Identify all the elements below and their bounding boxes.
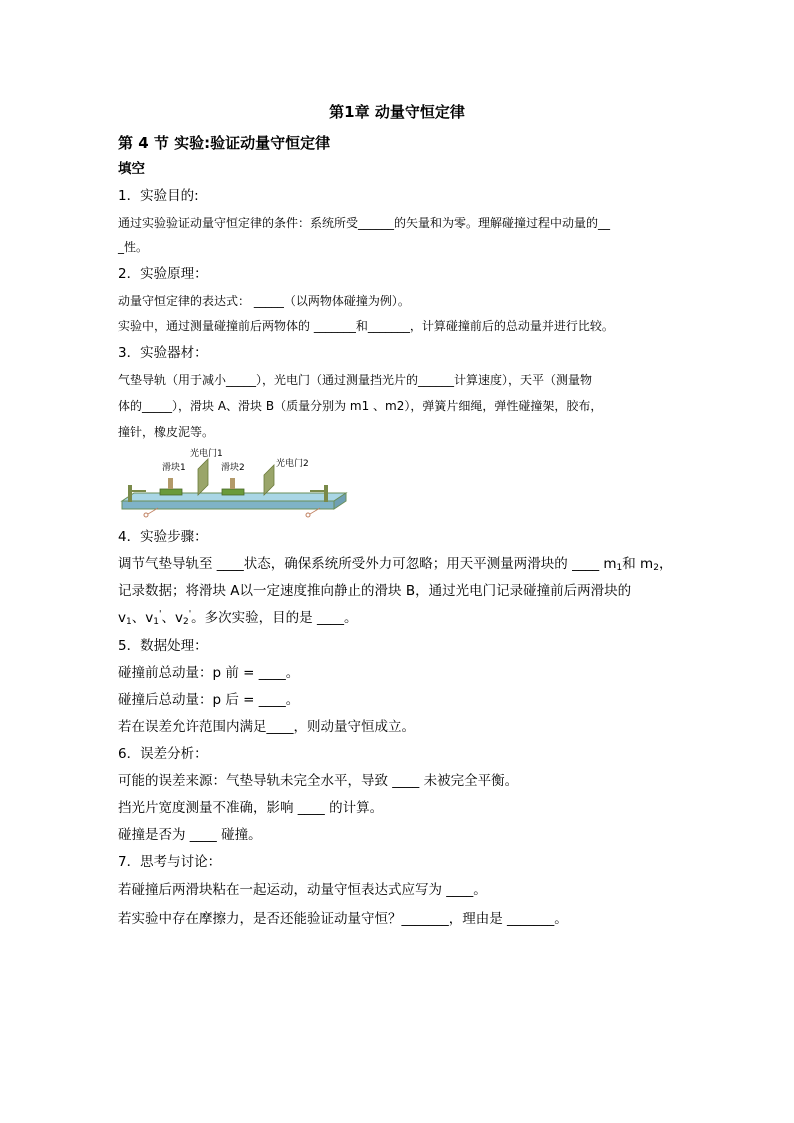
q3-text: 体的_____），滑块 A、滑块 B（质量分别为 m1 、m2），弹簧片细绳，弹性碰撞架，胶布， (118, 399, 603, 413)
q7-text: 若碰撞后两滑块粘在一起运动，动量守恒表达式应写为 ____。 (118, 882, 487, 898)
slider-1 (160, 489, 182, 495)
air-track-figure (118, 445, 350, 520)
q3-text: 撞针，橡皮泥等。 (118, 425, 215, 439)
q5-text: 碰撞后总动量：p 后 = ____。 (118, 692, 300, 708)
air-port-left (144, 513, 148, 517)
q2-heading: 2．实验原理： (118, 266, 208, 282)
q4-text: $v_1$、$v_1'$、$v_2'$。多次实验，目的是 ____。 (118, 609, 358, 627)
q4-heading: 4．实验步骤： (118, 529, 208, 545)
chapter-title: 第1章 动量守恒定律 (329, 103, 465, 121)
air-port-right (306, 513, 310, 517)
q6-text: 挡光片宽度测量不准确，影响 ____ 的计算。 (118, 800, 384, 816)
label-slider-1: 滑块1 (162, 463, 186, 473)
photogate-2 (264, 465, 274, 495)
track-end-post-left (128, 485, 132, 502)
slider-2-flag (230, 478, 235, 489)
q5-heading: 5．数据处理： (118, 638, 208, 654)
track-front-face (122, 501, 334, 509)
q2-text: 动量守恒定律的表达式： _____（以两物体碰撞为例）。 (118, 294, 410, 308)
q3-heading: 3．实验器材： (118, 345, 208, 361)
label-photogate-1: 光电门1 (190, 449, 223, 459)
q6-text: 可能的误差来源：气垫导轨未完全水平，导致 ____ 未被完全平衡。 (118, 773, 519, 789)
section-title: 第 4 节 实验:验证动量守恒定律 (118, 134, 331, 152)
q2-text: 实验中，通过测量碰撞前后两物体的 _______和_______，计算碰撞前后的总动量并进行比较。 (118, 319, 614, 333)
label-slider-2: 滑块2 (221, 463, 245, 473)
slider-2 (222, 489, 244, 495)
q5-text: 碰撞前总动量：p 前 = ____。 (118, 665, 300, 681)
q5-text: 若在误差允许范围内满足____，则动量守恒成立。 (118, 719, 415, 735)
q7-text: 若实验中存在摩擦力，是否还能验证动量守恒？_______，理由是 _______。 (118, 911, 568, 927)
fill-label: 填空 (118, 161, 145, 177)
q1-text: 通过实验验证动量守恒定律的条件：系统所受______的矢量和为零。理解碰撞过程中动量的__ (118, 216, 611, 230)
label-photogate-2: 光电门2 (276, 459, 309, 469)
photogate-1 (198, 459, 208, 495)
q4-text: 记录数据；将滑块 A以一定速度推向静止的滑块 B，通过光电门记录碰撞前后两滑块的 (118, 583, 632, 599)
q7-heading: 7．思考与讨论： (118, 854, 222, 870)
q6-text: 碰撞是否为 ____ 碰撞。 (118, 827, 262, 843)
slider-1-flag (168, 478, 173, 489)
q1-text: _性。 (118, 240, 149, 254)
q4-text: 调节气垫导轨至 ____状态，确保系统所受外力可忽略；用天平测量两滑块的 ____ $m_1$和 $m_2$， (118, 556, 673, 573)
q1-heading: 1．实验目的: (118, 188, 199, 204)
q6-heading: 6．误差分析： (118, 746, 208, 762)
q3-text: 气垫导轨（用于减小_____），光电门（通过测量挡光片的______计算速度），天平（测量物 (118, 373, 593, 387)
track-end-post-right (324, 485, 328, 502)
